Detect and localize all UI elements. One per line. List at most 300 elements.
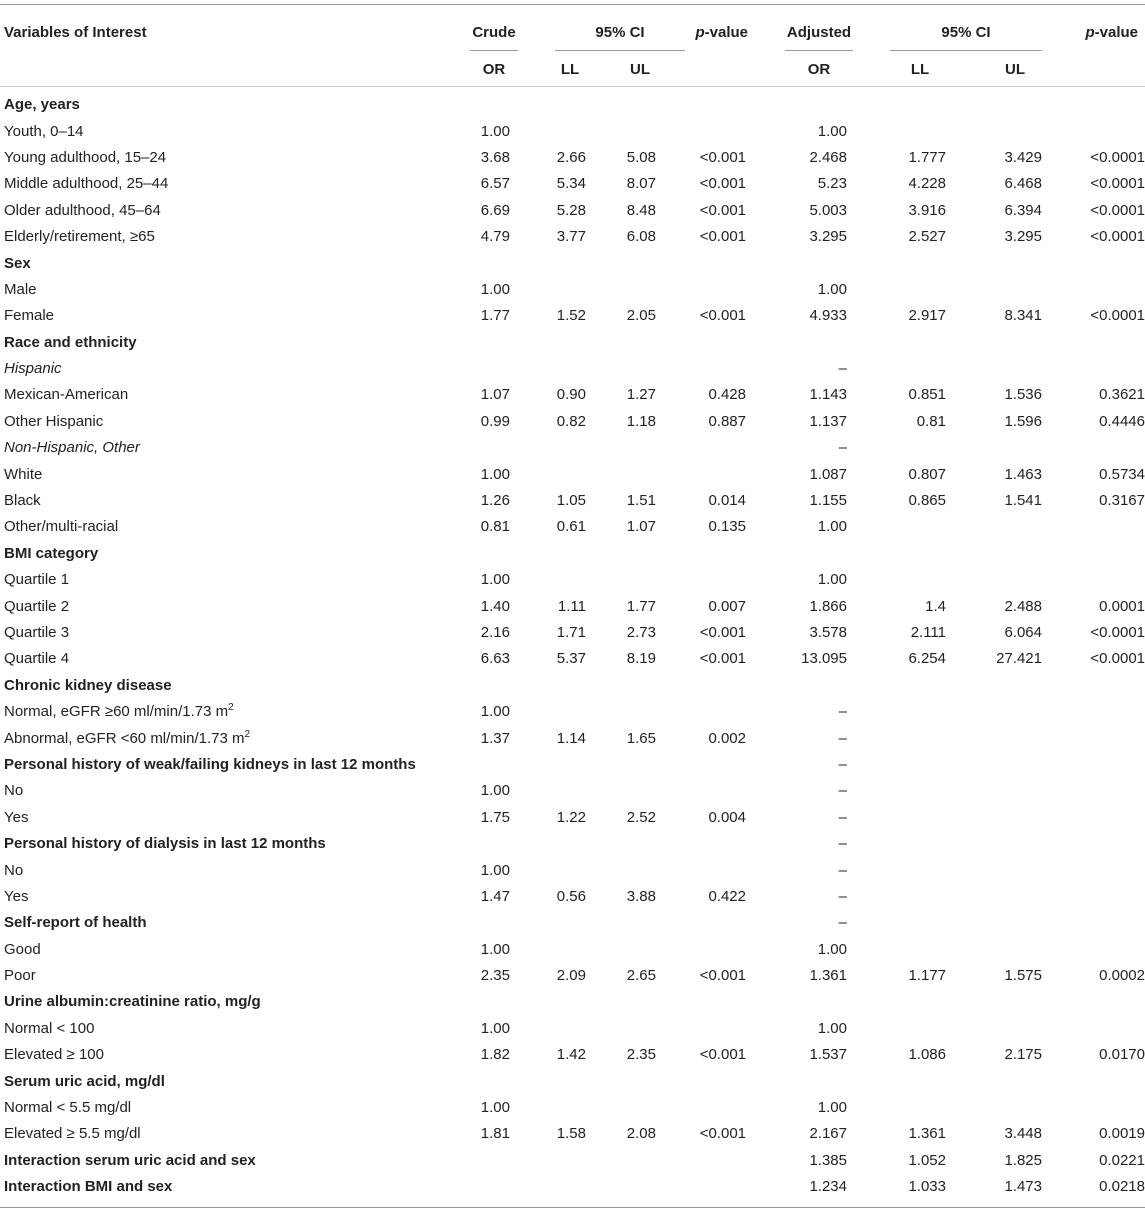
table-row (0, 1174, 1145, 1200)
row-label-text: Older adulthood, 45–64 (4, 201, 161, 219)
crude-or-cell: 1.82 (480, 1046, 510, 1064)
row-label (0, 356, 440, 382)
adjusted-ll-cell (847, 805, 946, 831)
crude-pvalue-cell (656, 1148, 746, 1174)
adjusted-pvalue-cell: <0.0001 (1090, 175, 1145, 193)
crude-ll-cell (510, 831, 586, 857)
adjusted-ul-cell: 8.341 (1004, 307, 1042, 325)
crude-header: Crude (472, 24, 516, 41)
crude-or-cell: 1.00 (480, 571, 510, 589)
crude-ul-cell: 1.65 (626, 729, 656, 747)
adjusted-ll-cell: 1.177 (908, 967, 946, 985)
row-label-text: White (4, 465, 43, 483)
adjusted-ul-cell: 3.429 (1004, 148, 1042, 166)
crude-pvalue-cell (656, 937, 746, 963)
row-label (0, 224, 440, 250)
adjusted-ul-cell (946, 778, 1042, 804)
table-row (0, 593, 1145, 619)
row-label (0, 725, 440, 751)
crude-ul-cell (586, 699, 656, 725)
adjusted-ul-cell (946, 831, 1042, 857)
crude-ul-cell (586, 356, 656, 382)
table-row (0, 884, 1145, 910)
table-row (0, 1042, 1145, 1068)
adjusted-pvalue-cell (1042, 567, 1145, 593)
row-label-text: Other Hispanic (4, 412, 104, 430)
adjusted-ul-cell: 6.468 (1004, 175, 1042, 193)
adjusted-ll-cell (847, 778, 946, 804)
adjusted-or-cell (746, 989, 847, 1015)
adjusted-header: Adjusted (786, 24, 852, 41)
row-label-text: Sex (4, 254, 31, 272)
adjusted-ul-cell (946, 92, 1042, 118)
table-row (0, 356, 1145, 382)
crude-pvalue-cell (656, 1068, 746, 1094)
crude-or-cell (440, 435, 510, 461)
crude-ll-cell (510, 989, 586, 1015)
crude-ul-cell: 1.07 (626, 518, 656, 536)
row-label-text: Quartile 1 (4, 571, 70, 589)
crude-ll-cell (510, 250, 586, 276)
crude-ul-cell (586, 567, 656, 593)
table-row (0, 1121, 1145, 1147)
adjusted-or-cell: – (838, 887, 847, 905)
adjusted-pvalue-cell (1042, 330, 1145, 356)
crude-or-cell: 1.07 (480, 386, 510, 404)
adjusted-pvalue-cell: <0.0001 (1090, 307, 1145, 325)
crude-or-cell: 3.68 (480, 148, 510, 166)
adjusted-or-cell (746, 250, 847, 276)
adjusted-ll-cell: 2.111 (910, 624, 946, 641)
row-label (0, 778, 440, 804)
row-label (0, 1174, 440, 1200)
crude-ul-cell (586, 92, 656, 118)
crude-or-cell: 1.00 (480, 782, 510, 800)
crude-pvalue-cell (656, 1095, 746, 1121)
adjusted-pvalue-cell (1042, 514, 1145, 540)
crude-or-cell: 1.40 (480, 597, 510, 615)
table-row (0, 303, 1145, 329)
adjusted-ll-cell: 1.052 (908, 1151, 946, 1169)
crude-or-cell (440, 910, 510, 936)
crude-ul-cell (586, 330, 656, 356)
adjusted-pvalue-cell: 0.4446 (1099, 412, 1145, 430)
row-label (0, 805, 440, 831)
pvalue-header-crude: p-value (695, 24, 748, 41)
adjusted-or-cell: – (838, 782, 847, 800)
table-row (0, 857, 1145, 883)
adjusted-pvalue-cell: 0.0019 (1099, 1125, 1145, 1143)
crude-pvalue-cell: <0.001 (699, 967, 746, 985)
table-row (0, 805, 1145, 831)
bottom-rule (0, 1207, 1145, 1208)
crude-ul-cell: 8.19 (626, 650, 656, 668)
row-label-text: No (4, 782, 24, 800)
adjusted-ul-cell (946, 541, 1042, 567)
adjusted-pvalue-cell (1042, 1095, 1145, 1121)
row-label-text: Self-report of health (4, 914, 147, 932)
crude-or-cell (440, 541, 510, 567)
crude-or-cell (440, 1068, 510, 1094)
crude-ll-cell: 3.77 (556, 228, 586, 246)
adjusted-or-cell: – (838, 755, 847, 773)
crude-ul-cell: 6.08 (626, 228, 656, 246)
adjusted-or-cell: 3.578 (809, 624, 847, 641)
crude-ll-cell (510, 937, 586, 963)
adjusted-pvalue-cell (1042, 250, 1145, 276)
ul-header-crude: UL (630, 61, 650, 78)
crude-ul-cell (586, 910, 656, 936)
crude-pvalue-cell (656, 673, 746, 699)
crude-or-cell: 4.79 (480, 228, 510, 246)
adjusted-ll-cell (847, 435, 946, 461)
crude-pvalue-cell (656, 699, 746, 725)
crude-or-cell (440, 1148, 510, 1174)
row-label-text: Male (4, 280, 37, 298)
adjusted-ll-cell (847, 514, 946, 540)
row-label (0, 303, 440, 329)
adjusted-ul-cell (946, 330, 1042, 356)
adjusted-pvalue-cell (1042, 435, 1145, 461)
adjusted-ll-cell (847, 92, 946, 118)
adjusted-ul-cell (946, 857, 1042, 883)
adjusted-pvalue-cell (1042, 356, 1145, 382)
adjusted-pvalue-cell: <0.0001 (1090, 650, 1145, 668)
crude-ul-cell (586, 118, 656, 144)
crude-ll-cell (510, 356, 586, 382)
row-label-text: Elderly/retirement, ≥65 (4, 228, 155, 246)
adjusted-ul-cell: 1.825 (1004, 1151, 1042, 1169)
adjusted-ll-cell: 1.777 (908, 148, 946, 166)
crude-or-cell (440, 673, 510, 699)
table-row (0, 937, 1145, 963)
adjusted-pvalue-cell: <0.0001 (1090, 624, 1145, 641)
adjusted-or-cell: 1.00 (817, 518, 847, 536)
table-row (0, 171, 1145, 197)
adjusted-or-cell: 2.468 (809, 148, 847, 166)
crude-ul-cell (586, 989, 656, 1015)
crude-ul-cell (586, 778, 656, 804)
adjusted-ul-cell: 2.488 (1004, 597, 1042, 615)
crude-pvalue-cell: <0.001 (699, 650, 746, 668)
row-label (0, 1095, 440, 1121)
adjusted-or-cell: – (838, 861, 847, 879)
adjusted-ul-cell: 3.295 (1004, 228, 1042, 246)
adjusted-ll-cell: 1.361 (908, 1125, 946, 1143)
adjusted-pvalue-cell (1042, 277, 1145, 303)
row-label-text: Normal < 100 (4, 1019, 95, 1037)
crude-or-cell: 1.00 (480, 122, 510, 140)
adjusted-ul-cell (946, 567, 1042, 593)
table-row (0, 198, 1145, 224)
row-label-text: Interaction serum uric acid and sex (4, 1151, 256, 1169)
crude-ll-cell: 5.37 (556, 650, 586, 668)
variables-header: Variables of Interest (4, 24, 147, 41)
table-row (0, 831, 1145, 857)
table-row (0, 1016, 1145, 1042)
row-label (0, 488, 440, 514)
row-label (0, 277, 440, 303)
crude-ul-cell: 1.18 (626, 412, 656, 430)
row-label (0, 198, 440, 224)
adjusted-pvalue-cell: <0.0001 (1090, 148, 1145, 166)
crude-pvalue-cell: 0.002 (708, 729, 746, 747)
crude-ul-cell: 2.52 (626, 808, 656, 826)
row-label (0, 1148, 440, 1174)
adjusted-ll-cell: 0.865 (908, 492, 946, 510)
adjusted-ll-cell: 0.851 (908, 386, 946, 404)
table-row (0, 910, 1145, 936)
crude-pvalue-cell: 0.428 (708, 386, 746, 404)
adjusted-ll-cell: 0.807 (908, 465, 946, 483)
adjusted-ul-cell: 1.536 (1004, 386, 1042, 404)
crude-ll-cell (510, 1016, 586, 1042)
crude-ll-cell: 1.42 (556, 1046, 586, 1064)
row-label-text: Young adulthood, 15–24 (4, 148, 167, 166)
crude-ul-cell (586, 673, 656, 699)
row-label (0, 989, 440, 1015)
crude-pvalue-cell (656, 356, 746, 382)
adjusted-ul-cell: 6.064 (1004, 624, 1042, 641)
adjusted-pvalue-cell (1042, 118, 1145, 144)
crude-pvalue-cell: 0.007 (708, 597, 746, 615)
adjusted-pvalue-cell (1042, 989, 1145, 1015)
adjusted-or-cell: 1.00 (817, 122, 847, 140)
ci-header-crude: 95% CI (595, 24, 645, 41)
adjusted-pvalue-cell: 0.3167 (1099, 492, 1145, 510)
adjusted-or-cell: – (838, 360, 847, 378)
adjusted-or-cell: – (838, 729, 847, 747)
crude-ul-cell (586, 277, 656, 303)
adjusted-underline (785, 50, 853, 51)
adjusted-ul-cell: 1.575 (1004, 967, 1042, 985)
crude-ll-cell (510, 92, 586, 118)
table-row (0, 118, 1145, 144)
crude-ll-cell: 0.56 (556, 887, 586, 905)
adjusted-pvalue-cell: 0.0002 (1099, 967, 1145, 985)
crude-or-cell: 6.57 (480, 175, 510, 193)
adjusted-or-cell: 1.00 (817, 1019, 847, 1037)
adjusted-pvalue-cell: 0.0001 (1099, 597, 1145, 615)
row-label (0, 382, 440, 408)
crude-ll-cell (510, 1174, 586, 1200)
crude-ul-cell: 2.08 (626, 1125, 656, 1143)
adjusted-ul-cell (946, 673, 1042, 699)
table-row (0, 382, 1145, 408)
crude-or-cell: 0.81 (480, 518, 510, 536)
crude-ll-cell: 1.11 (557, 597, 586, 615)
crude-or-cell: 1.00 (480, 861, 510, 879)
row-label-text: Elevated ≥ 5.5 mg/dl (4, 1125, 141, 1143)
adjusted-pvalue-cell (1042, 699, 1145, 725)
adjusted-ll-cell (847, 937, 946, 963)
crude-ul-cell: 2.65 (626, 967, 656, 985)
adjusted-pvalue-cell: 0.0170 (1099, 1046, 1145, 1064)
crude-or-cell: 1.00 (480, 703, 510, 721)
adjusted-or-cell: 1.143 (809, 386, 847, 404)
or-header-adjusted: OR (807, 61, 831, 78)
row-label (0, 145, 440, 171)
crude-ll-cell: 1.71 (556, 624, 586, 641)
crude-or-cell: 1.81 (480, 1125, 510, 1143)
crude-pvalue-cell (656, 250, 746, 276)
crude-ul-cell (586, 937, 656, 963)
crude-pvalue-cell (656, 778, 746, 804)
crude-or-cell: 1.00 (480, 465, 510, 483)
table-body (0, 92, 1145, 1200)
crude-pvalue-cell: <0.001 (699, 624, 746, 641)
crude-ll-cell (510, 1095, 586, 1121)
adjusted-ul-cell (946, 118, 1042, 144)
adjusted-pvalue-cell (1042, 805, 1145, 831)
adjusted-pvalue-cell (1042, 725, 1145, 751)
table-header (0, 10, 1145, 90)
adjusted-pvalue-cell (1042, 857, 1145, 883)
adjusted-pvalue-cell (1042, 1016, 1145, 1042)
row-label (0, 541, 440, 567)
crude-ll-cell: 1.58 (556, 1125, 586, 1143)
adjusted-pvalue-cell: 0.0221 (1099, 1151, 1145, 1169)
row-label (0, 435, 440, 461)
crude-ul-cell: 8.48 (626, 201, 656, 219)
row-label-text: Abnormal, eGFR <60 ml/min/1.73 m (4, 729, 245, 747)
row-label-text: Hispanic (4, 360, 62, 378)
crude-ll-cell: 0.82 (556, 412, 586, 430)
crude-ll-cell (510, 673, 586, 699)
crude-pvalue-cell (656, 989, 746, 1015)
adjusted-or-cell: – (838, 808, 847, 826)
row-label (0, 1016, 440, 1042)
crude-or-cell: 2.16 (480, 624, 510, 641)
row-label (0, 92, 440, 118)
adjusted-ul-cell: 1.596 (1004, 412, 1042, 430)
crude-ul-cell (586, 461, 656, 487)
table-row (0, 92, 1145, 118)
crude-or-cell (440, 92, 510, 118)
crude-ul-cell (586, 857, 656, 883)
adjusted-ll-cell (847, 541, 946, 567)
crude-ul-cell (586, 831, 656, 857)
adjusted-pvalue-cell (1042, 541, 1145, 567)
row-label (0, 171, 440, 197)
crude-ll-cell (510, 699, 586, 725)
adjusted-ll-cell (847, 330, 946, 356)
crude-ll-cell (510, 277, 586, 303)
row-label-text: Personal history of weak/failing kidneys in last 12 months (4, 755, 416, 773)
crude-ll-cell (510, 435, 586, 461)
row-label-text: Elevated ≥ 100 (4, 1046, 104, 1064)
adjusted-ll-cell: 1.086 (908, 1046, 946, 1064)
adjusted-ll-cell (847, 989, 946, 1015)
adjusted-ll-cell: 1.4 (925, 597, 946, 615)
crude-pvalue-cell (656, 752, 746, 778)
crude-ul-cell (586, 752, 656, 778)
row-label (0, 461, 440, 487)
table-row (0, 277, 1145, 303)
table-row (0, 435, 1145, 461)
row-label (0, 593, 440, 619)
crude-ul-cell: 5.08 (626, 148, 656, 166)
row-label (0, 567, 440, 593)
crude-ul-cell: 2.73 (626, 624, 656, 641)
crude-ul-cell: 1.51 (626, 492, 656, 510)
crude-or-cell: 1.00 (480, 280, 510, 298)
crude-ll-cell: 1.22 (556, 808, 586, 826)
adjusted-ll-cell (847, 673, 946, 699)
adjusted-ll-cell (847, 1095, 946, 1121)
row-label-text: Interaction BMI and sex (4, 1178, 173, 1196)
crude-ll-cell (510, 330, 586, 356)
adjusted-or-cell: – (838, 703, 847, 721)
row-label-text: Yes (4, 808, 29, 826)
ci-header-adjusted: 95% CI (941, 24, 991, 41)
adjusted-ul-cell (946, 435, 1042, 461)
superscript: 2 (244, 728, 251, 740)
row-label-text: Other/multi-racial (4, 518, 119, 536)
crude-ll-cell (510, 118, 586, 144)
table-row (0, 725, 1145, 751)
adjusted-ul-cell: 1.541 (1004, 492, 1042, 510)
crude-ul-cell (586, 1068, 656, 1094)
row-label-text: Yes (4, 887, 29, 905)
crude-or-cell: 1.75 (480, 808, 510, 826)
crude-or-cell: 0.99 (480, 412, 510, 430)
crude-pvalue-cell: <0.001 (699, 1046, 746, 1064)
row-label-text: Quartile 4 (4, 650, 70, 668)
crude-or-cell (440, 831, 510, 857)
crude-ul-cell: 2.35 (626, 1046, 656, 1064)
adjusted-ul-cell (946, 937, 1042, 963)
crude-or-cell (440, 356, 510, 382)
adjusted-pvalue-cell: <0.0001 (1090, 201, 1145, 219)
adjusted-ul-cell (946, 1016, 1042, 1042)
adjusted-or-cell: 1.155 (809, 492, 847, 510)
crude-ll-cell (510, 1148, 586, 1174)
crude-ll-cell: 5.28 (556, 201, 586, 219)
table-row (0, 541, 1145, 567)
adjusted-ll-cell: 4.228 (908, 175, 946, 193)
adjusted-ul-cell: 2.175 (1004, 1046, 1042, 1064)
row-label (0, 1121, 440, 1147)
adjusted-or-cell: 1.866 (809, 597, 847, 615)
crude-or-cell: 1.47 (480, 887, 510, 905)
crude-ul-cell (586, 435, 656, 461)
crude-ll-cell: 0.61 (556, 518, 586, 536)
crude-ll-cell: 5.34 (556, 175, 586, 193)
crude-pvalue-cell: <0.001 (699, 228, 746, 246)
crude-ul-cell: 1.27 (626, 386, 656, 404)
row-label (0, 963, 440, 989)
adjusted-ll-cell (847, 752, 946, 778)
adjusted-or-cell (746, 330, 847, 356)
adjusted-or-cell: 1.00 (817, 571, 847, 589)
ci-adjusted-underline (890, 50, 1042, 51)
crude-pvalue-cell: <0.001 (699, 175, 746, 193)
crude-pvalue-cell (656, 567, 746, 593)
adjusted-ul-cell (946, 805, 1042, 831)
row-label (0, 1042, 440, 1068)
crude-pvalue-cell: <0.001 (699, 201, 746, 219)
adjusted-ll-cell (847, 831, 946, 857)
row-label-text: Non-Hispanic, Other (4, 439, 140, 457)
ul-header-adjusted: UL (1005, 61, 1025, 78)
crude-pvalue-cell: 0.014 (708, 492, 746, 510)
row-label-text: BMI category (4, 544, 99, 562)
adjusted-pvalue-cell (1042, 831, 1145, 857)
adjusted-or-cell: – (838, 835, 847, 853)
row-label (0, 752, 440, 778)
table-row (0, 989, 1145, 1015)
